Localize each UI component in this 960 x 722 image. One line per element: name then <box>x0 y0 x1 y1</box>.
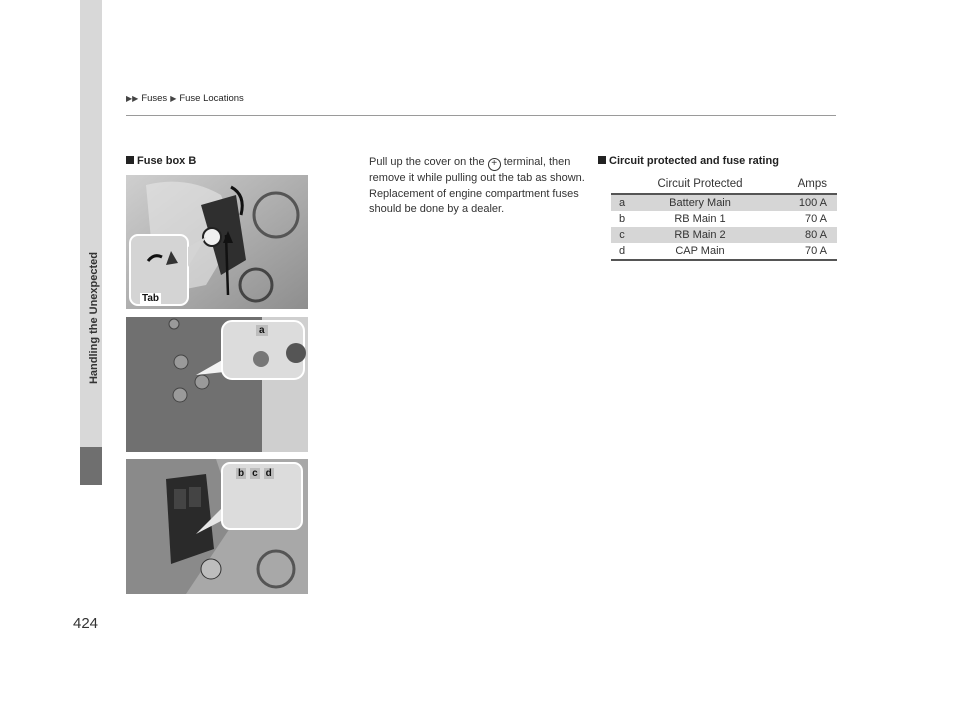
instruction-line1-before: Pull up the cover on the <box>369 156 485 168</box>
instruction-text <box>369 155 594 218</box>
table-row <box>611 227 837 243</box>
table-row <box>611 211 837 227</box>
fuse-bcd-callouts <box>236 468 274 479</box>
table-cell-amps: 70 A <box>767 243 837 260</box>
fuse-d-callout: d <box>265 468 272 479</box>
fuse-a-callout: a <box>256 325 268 336</box>
instruction-line1-after: terminal, then remove it while pulling out the tab as shown. <box>369 156 585 184</box>
page-number: 424 <box>73 615 99 632</box>
table-cell-id: a <box>611 194 633 211</box>
table-cell-circuit: RB Main 1 <box>674 213 726 225</box>
table-row <box>611 194 837 211</box>
section-square-icon <box>598 156 606 164</box>
instruction-line2: Replacement of engine compartment fuses should be done by a dealer. <box>369 187 579 215</box>
fuse-table-title <box>598 155 779 167</box>
breadcrumb <box>126 93 244 104</box>
photo-fuse-a <box>126 317 308 452</box>
table-cell-id: b <box>618 213 626 225</box>
tab-callout-label: Tab <box>142 293 160 304</box>
table-row <box>611 243 837 260</box>
table-cell-amps: 80 A <box>767 227 837 243</box>
table-cell-amps: 100 A <box>767 194 837 211</box>
table-cell-circuit: Battery Main <box>633 194 767 211</box>
breadcrumb-item-fuses[interactable]: Fuses <box>141 93 168 104</box>
side-tab <box>80 0 102 485</box>
fuse-bcd-illustration <box>126 459 308 594</box>
table-cell-circuit: CAP Main <box>633 243 767 260</box>
fuse-box-title-text: Fuse box B <box>137 155 197 167</box>
fuse-box-title <box>126 155 196 167</box>
table-header-row <box>611 175 837 194</box>
engine-bay-illustration <box>126 175 308 309</box>
breadcrumb-arrow-icon: ▶▶ <box>126 94 139 103</box>
table-cell-id: d <box>611 243 633 260</box>
table-cell-id: c <box>611 227 633 243</box>
photo-fuses-bcd <box>126 459 308 594</box>
photo-cover-removal <box>126 175 308 309</box>
table-cell-amps: 70 A <box>804 213 827 225</box>
side-tab-label: Handling the Unexpected <box>88 251 100 385</box>
table-cell-circuit: RB Main 2 <box>633 227 767 243</box>
fuse-b-callout: b <box>238 468 245 479</box>
side-tab-marker <box>80 447 102 485</box>
plus-terminal-icon: + <box>488 158 501 171</box>
table-header-amps: Amps <box>767 175 837 194</box>
fuse-table-title-text: Circuit protected and fuse rating <box>609 155 779 167</box>
header-divider <box>126 115 836 116</box>
fuse-a-illustration <box>126 317 308 452</box>
breadcrumb-item-fuse-locations[interactable]: Fuse Locations <box>179 93 244 104</box>
table-header-id <box>611 175 633 194</box>
fuse-rating-table <box>611 175 837 261</box>
breadcrumb-arrow-icon: ▶ <box>170 94 177 103</box>
section-square-icon <box>126 156 134 164</box>
table-header-circuit: Circuit Protected <box>633 175 767 194</box>
fuse-c-callout: c <box>252 468 258 479</box>
